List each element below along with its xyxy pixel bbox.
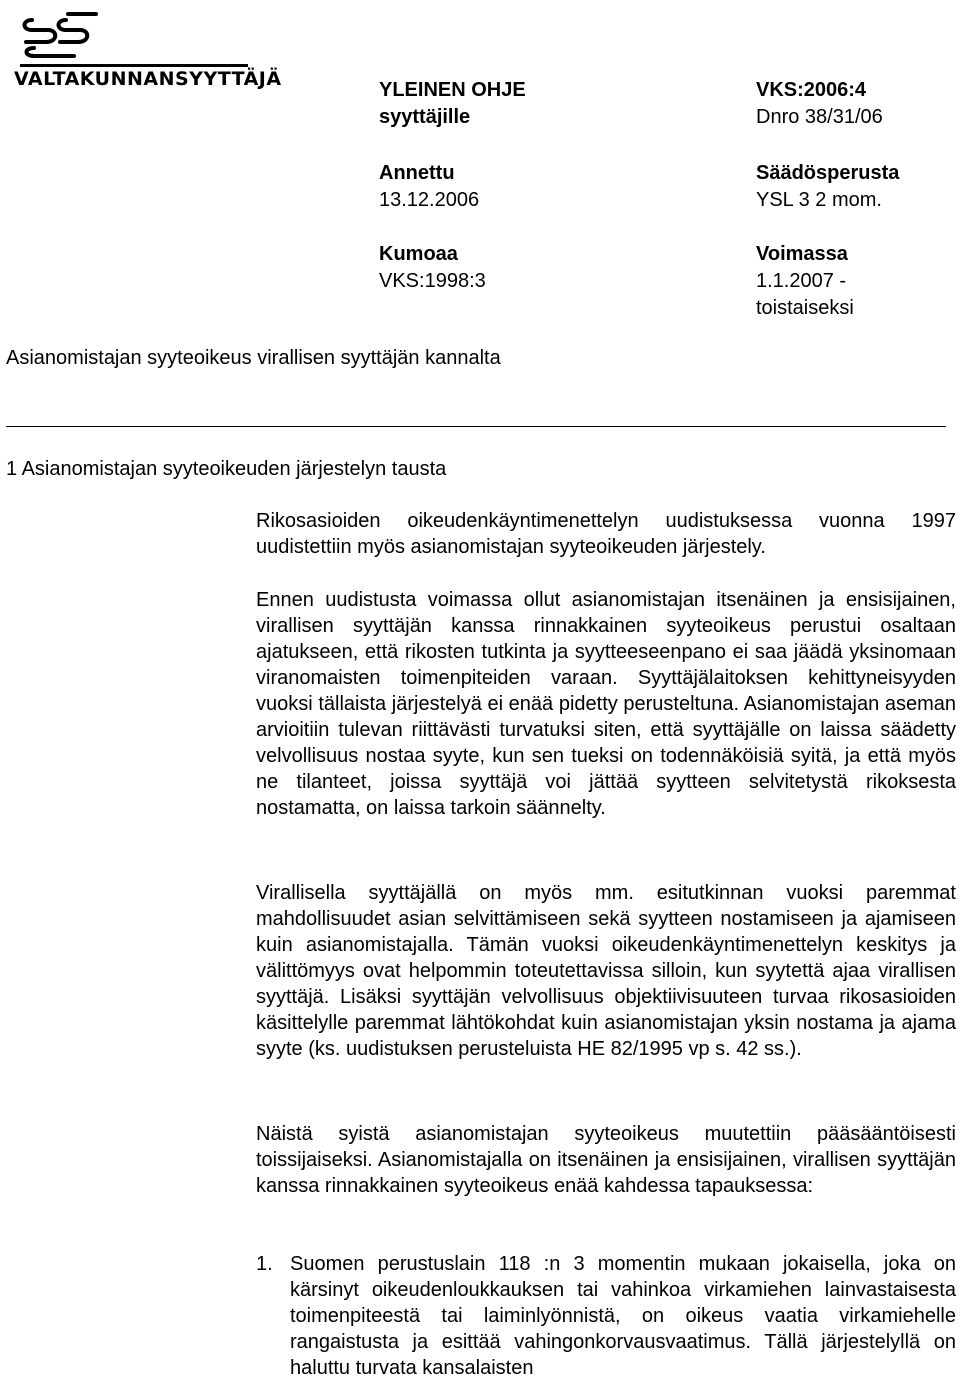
logo-wordmark: VALTAKUNNANSYYTTÄJÄ [14, 68, 282, 90]
issued-value: 13.12.2006 [379, 189, 480, 211]
list-item-text: Suomen perustuslain 118 :n 3 momentin mukaan jokaisella, joka on kärsinyt oikeudenloukkauksen tai vahinkoa virkamiehen lainvastaisesta toimenpiteestä tai laiminlyönnistä, on oikeus vaatia virkamiehelle rangaistusta ja esittää vahingonkorvausvaatimus. Tällä järjestelyllä on haluttu turvata kansalaisten [290, 1253, 956, 1379]
document-title: Asianomistajan syyteoikeus virallisen syyttäjän kannalta [6, 347, 501, 369]
audience: syyttäjille [379, 106, 471, 128]
valid-value: 1.1.2007 - [756, 270, 847, 292]
paragraph-3: Virallisella syyttäjällä on myös mm. esitutkinnan vuoksi paremmat mahdollisuudet asian selvittämiseen sekä syytteen nostamiseen ja ajamiseen kuin asianomistajalla. Tämän vuoksi oikeudenkäyntimenettelyn keskitys ja välittömyys ovat helpommin toteutettavissa silloin, kun syytettä ajaa virallisen syyttäjä. Lisäksi syyttäjän velvollisuus objektiivisuuteen turvaa rikosasioiden käsittelylle paremmat lähtökohdat kuin asianomistajan yksin nostama ja ajama syyte (ks. uudistuksen perusteluista HE 82/1995 vp s. 42 ss.). [256, 882, 956, 1060]
paragraph-2: Ennen uudistusta voimassa ollut asianomistajan itsenäinen ja ensisijainen, virallisen syyttäjän kanssa rinnakkainen syyteoikeus perustui osaltaan ajatukseen, että rikosten tutkinta ja syytteeseenpano ei saa jäädä yksinomaan viranomaisten toimenpiteiden varaan. Syyttäjälaitoksen kehittyneisyyden vuoksi tällaista järjestelyä ei enää pidetty perusteltuna. Asianomistajan aseman arvioitiin tulevan riittävästi turvatuksi siten, että syyttäjälle on laissa säädetty velvollisuus nostaa syyte, kun sen tueksi on todennäköisiä syitä, ja että myös ne tilanteet, joissa syyttäjä voi jättää syytteen selvitetystä rikoksesta nostamatta, on laissa tarkoin säännelty. [256, 589, 956, 819]
valid-label: Voimassa [756, 243, 848, 265]
paragraph-1: Rikosasioiden oikeudenkäyntimenettelyn uudistuksessa vuonna 1997 uudistettiin myös asianomistajan syyteoikeuden järjestely. [256, 510, 956, 558]
valid-until: toistaiseksi [756, 297, 854, 319]
paragraph-4: Näistä syistä asianomistajan syyteoikeus muutettiin pääsääntöisesti toissijaiseksi. Asianomistajalla on itsenäinen ja ensisijainen, virallisen syyttäjän kanssa rinnakkainen syyteoikeus enää kahdessa tapauksessa: [256, 1123, 956, 1197]
repeals-value: VKS:1998:3 [379, 270, 486, 292]
doc-type: YLEINEN OHJE [379, 79, 526, 101]
basis-label: Säädösperusta [756, 162, 900, 184]
doc-id: VKS:2006:4 [756, 79, 867, 101]
dnro: Dnro 38/31/06 [756, 106, 883, 128]
issued-label: Annettu [379, 162, 455, 184]
title-divider [6, 426, 946, 427]
basis-value: YSL 3 2 mom. [756, 189, 882, 211]
list-item-number: 1. [256, 1253, 273, 1275]
repeals-label: Kumoaa [379, 243, 458, 265]
section-heading: 1 Asianomistajan syyteoikeuden järjestelyn tausta [6, 458, 447, 480]
